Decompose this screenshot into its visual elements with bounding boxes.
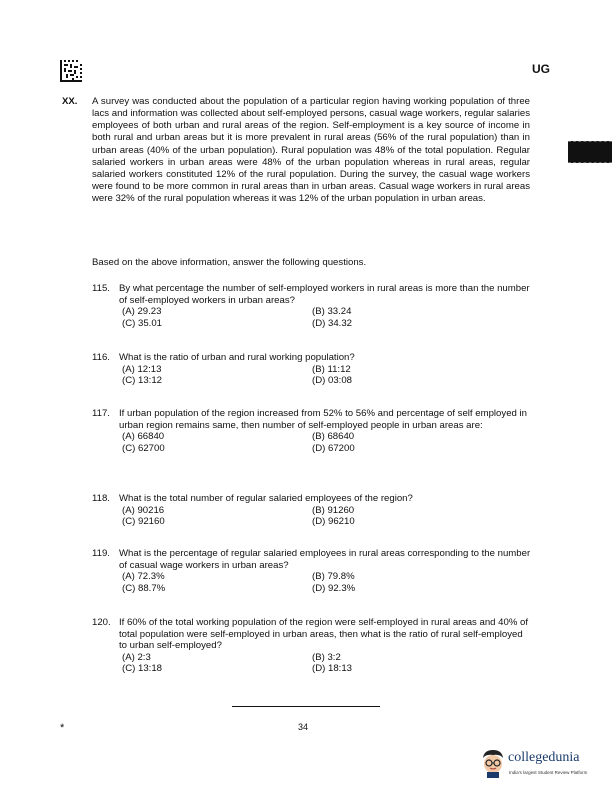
passage [62,96,530,205]
paper-code: UG [532,62,550,76]
footer-divider [232,706,380,707]
passage-text: A survey was conducted about the population of a particular region having working population of three lacs and information was collected about self-employed persons, casual wage workers, regular salaries employees of both urban and rural areas of the region. Self-employment is a key source of income in both rural and urban areas but it is more prevalent in rural areas (56% of the rural population) than in urban areas (40% of the urban population). Rural population was 48% of the total population. Regular salaried workers in urban areas were 48% of the urban population whereas in rural areas, regular salaried workers constituted 12% of the rural population. During the survey, the casual wage workers were found to be more common in rural areas than in urban areas. Casual wage workers in rural areas were 32% of the rural population whereas it was 12% of the urban population in urban areas. [92,96,530,205]
mascot-icon [480,748,506,778]
option-c: (C) 92160 [122,516,165,528]
option-b: (B) 3:2 [312,651,341,663]
question-number: 116. [92,352,110,363]
option-c: (C) 13:18 [122,663,162,675]
option-d: (D) 18:13 [312,663,352,675]
question-text: What is the ratio of urban and rural working population? [119,352,355,363]
question-text: If urban population of the region increased from 52% to 56% and percentage of self employed in urban region remains same, then number of self-employed people in urban areas are: [119,408,527,431]
question-119 [92,548,532,594]
option-a: (A) 66840 [122,431,165,443]
logo-wordmark: collegedunia [508,750,580,765]
instruction-text: Based on the above information, answer the following questions. [92,257,367,268]
question-text: What is the percentage of regular salaried employees in rural areas corresponding to the number of casual wage workers in urban areas? [119,548,531,571]
question-number: 120. [92,617,111,628]
side-marker-bar [568,141,612,163]
logo-tagline: India's largest Student Review Platform [509,770,588,775]
question-117 [92,408,532,454]
question-text: What is the total number of regular salaried employees of the region? [119,493,413,504]
option-b: (B) 33.24 [312,306,352,318]
question-118 [92,493,532,528]
question-115 [92,283,532,329]
option-d: (D) 67200 [312,442,355,454]
option-a: (A) 72.3% [122,571,165,583]
option-b: (B) 68640 [312,431,355,443]
option-a: (A) 29.23 [122,306,162,318]
question-116 [92,352,532,387]
question-number: 118. [92,493,110,504]
option-d: (D) 34.32 [312,317,352,329]
option-c: (C) 88.7% [122,582,166,594]
question-number: 115. [92,283,110,294]
option-b: (B) 11:12 [312,363,351,375]
option-a: (A) 2:3 [122,651,151,663]
question-120 [92,617,532,675]
option-d: (D) 96210 [312,516,355,528]
option-b: (B) 79.8% [312,571,355,583]
option-a: (A) 12:13 [122,363,162,375]
option-c: (C) 62700 [122,442,165,454]
page-number: 34 [298,722,309,732]
option-a: (A) 90216 [122,504,165,516]
question-text: If 60% of the total working population of the region were self-employed in rural areas and 40% of total population were self-employed in urban areas, then what is the ratio of rural self-employed to urban self-employed? [119,617,529,652]
option-d: (D) 92.3% [312,582,356,594]
question-number: 119. [92,548,110,559]
option-d: (D) 03:08 [312,375,352,387]
option-c: (C) 13:12 [122,375,162,387]
option-b: (B) 91260 [312,504,355,516]
option-c: (C) 35.01 [122,317,162,329]
qr-code-icon [60,60,82,82]
question-number: 117. [92,408,110,419]
collegedunia-logo [480,742,605,787]
passage-label: XX. [62,96,78,107]
question-text: By what percentage the number of self-employed workers in rural areas is more than the number of self-employed workers in urban areas? [119,283,530,306]
footer-star: * [60,722,65,734]
